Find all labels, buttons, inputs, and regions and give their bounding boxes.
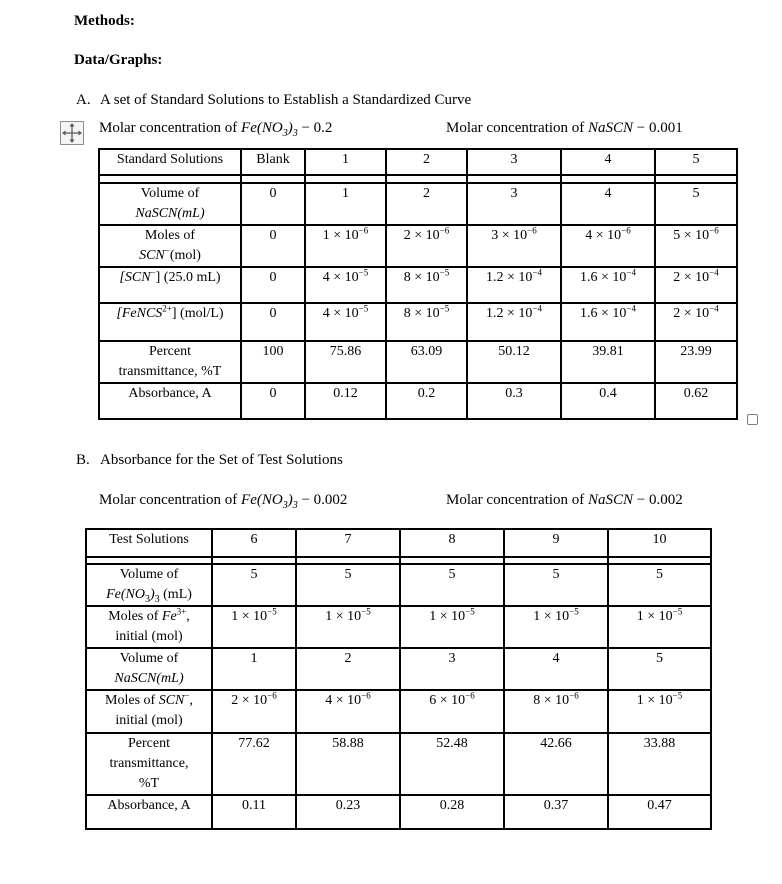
table-row: [99, 267, 737, 303]
table-cell: 23.99: [655, 341, 737, 383]
table-cell: 77.62: [212, 733, 296, 795]
row-label: Absorbance, A: [86, 795, 212, 829]
section-a-scn-concentration: Molar concentration of NaSCN − 0.001: [446, 120, 683, 136]
data-graphs-heading: Data/Graphs:: [74, 52, 163, 68]
table-cell: 0: [241, 383, 305, 419]
header-cell: 8: [400, 529, 504, 557]
table-cell: $1 \times 10^{-6}$: [305, 225, 386, 267]
table-cell: $6 \times 10^{-6}$: [400, 690, 504, 733]
table-cell: $1 \times 10^{-5}$: [504, 606, 608, 648]
table-cell: 39.81: [561, 341, 655, 383]
header-cell: 3: [467, 149, 561, 175]
header-cell: Blank: [241, 149, 305, 175]
table-cell: 0.23: [296, 795, 400, 829]
section-a-marker: A.: [76, 92, 91, 108]
section-b-marker: B.: [76, 452, 90, 468]
row-label: Volume of NaSCN(mL): [86, 648, 212, 690]
table-cell: 5: [655, 183, 737, 225]
section-b-fe-concentration: Molar concentration of $Fe(NO_3)_3 - 0.002$: [99, 492, 348, 511]
table-cell: $1 \times 10^{-5}$: [212, 606, 296, 648]
row-label: Moles of SCN−, initial (mol): [86, 690, 212, 733]
row-label: Volume of NaSCN(mL): [99, 183, 241, 225]
table-cell: 4: [561, 183, 655, 225]
table-cell: 5: [212, 564, 296, 606]
checkbox[interactable]: [747, 414, 758, 425]
row-label: [SCN−] (25.0 mL): [99, 267, 241, 303]
table-cell: 5: [504, 564, 608, 606]
table-cell: $3 \times 10^{-6}$: [467, 225, 561, 267]
header-cell: 9: [504, 529, 608, 557]
header-cell: 1: [305, 149, 386, 175]
row-label: [FeNCS$^{2+}$] (mol/L): [99, 303, 241, 341]
table-cell: 4: [504, 648, 608, 690]
table-cell: 52.48: [400, 733, 504, 795]
table-cell: 50.12: [467, 341, 561, 383]
table-cell: 42.66: [504, 733, 608, 795]
table-cell: $5 \times 10^{-6}$: [655, 225, 737, 267]
row-label: Percent transmittance, %T: [86, 733, 212, 795]
table-cell: $1.6 \times 10^{-4}$: [561, 267, 655, 303]
table-cell: 58.88: [296, 733, 400, 795]
table-cell: 3: [400, 648, 504, 690]
table-cell: 2: [296, 648, 400, 690]
table-cell: 5: [400, 564, 504, 606]
table-cell: 0.62: [655, 383, 737, 419]
table-row: [86, 690, 711, 733]
table-cell: 63.09: [386, 341, 467, 383]
table-cell: 33.88: [608, 733, 711, 795]
table-cell: 0.47: [608, 795, 711, 829]
table-cell: $1 \times 10^{-5}$: [608, 606, 711, 648]
table-cell: 0: [241, 267, 305, 303]
header-cell: 10: [608, 529, 711, 557]
table-move-handle[interactable]: [60, 121, 84, 145]
table-cell: $2 \times 10^{-6}$: [386, 225, 467, 267]
table-cell: 0.4: [561, 383, 655, 419]
move-arrows-icon: [61, 122, 83, 144]
table-cell: 0: [241, 183, 305, 225]
table-cell: 0.37: [504, 795, 608, 829]
header-cell: 7: [296, 529, 400, 557]
table-cell: 0.11: [212, 795, 296, 829]
row-label: Volume of $Fe(NO_3)_3$ (mL): [86, 564, 212, 606]
table-row: [86, 733, 711, 795]
table-cell: $1 \times 10^{-5}$: [608, 690, 711, 733]
table-cell: 5: [296, 564, 400, 606]
table-header-row: [86, 529, 711, 557]
table-cell: $1.2 \times 10^{-4}$: [467, 303, 561, 341]
table-cell: 0.3: [467, 383, 561, 419]
table-cell: 0.28: [400, 795, 504, 829]
table-row: [86, 564, 711, 606]
header-cell: 4: [561, 149, 655, 175]
table-cell: $4 \times 10^{-6}$: [561, 225, 655, 267]
section-a-fe-concentration: Molar concentration of $Fe(NO_3)_3 - 0.2$: [99, 120, 333, 139]
table-cell: $1 \times 10^{-5}$: [400, 606, 504, 648]
table-row: [86, 648, 711, 690]
table-cell: $8 \times 10^{-5}$: [386, 267, 467, 303]
table-cell: $2 \times 10^{-4}$: [655, 303, 737, 341]
table-row: [99, 341, 737, 383]
header-cell: 2: [386, 149, 467, 175]
table-cell: $4 \times 10^{-5}$: [305, 267, 386, 303]
table-cell: 0.2: [386, 383, 467, 419]
table-cell: $1.6 \times 10^{-4}$: [561, 303, 655, 341]
table-cell: $8 \times 10^{-6}$: [504, 690, 608, 733]
table-cell: 5: [608, 564, 711, 606]
table-row: [99, 303, 737, 341]
table-cell: 3: [467, 183, 561, 225]
table-cell: 5: [608, 648, 711, 690]
row-label: Percent transmittance, %T: [99, 341, 241, 383]
header-cell: Test Solutions: [86, 529, 212, 557]
section-b-title: Absorbance for the Set of Test Solutions: [100, 452, 343, 468]
table-cell: 2: [386, 183, 467, 225]
table-cell: 75.86: [305, 341, 386, 383]
table-cell: 1: [305, 183, 386, 225]
table-cell: 0: [241, 303, 305, 341]
table-cell: $8 \times 10^{-5}$: [386, 303, 467, 341]
table-cell: $2 \times 10^{-4}$: [655, 267, 737, 303]
row-label: Absorbance, A: [99, 383, 241, 419]
section-a-title: A set of Standard Solutions to Establish a Standardized Curve: [100, 92, 472, 108]
row-label: Moles of $Fe^{3+}$, initial (mol): [86, 606, 212, 648]
table-row: [86, 795, 711, 829]
standard-solutions-table: [98, 148, 738, 420]
table-row: [99, 225, 737, 267]
table-cell: $1.2 \times 10^{-4}$: [467, 267, 561, 303]
table-cell: 0: [241, 225, 305, 267]
header-cell: Standard Solutions: [99, 149, 241, 175]
table-cell: 0.12: [305, 383, 386, 419]
row-label: Moles of SCN−(mol): [99, 225, 241, 267]
methods-heading: Methods:: [74, 13, 135, 29]
table-row: [99, 383, 737, 419]
table-cell: $4 \times 10^{-5}$: [305, 303, 386, 341]
table-cell: $1 \times 10^{-5}$: [296, 606, 400, 648]
table-row: [99, 183, 737, 225]
header-cell: 5: [655, 149, 737, 175]
table-row: [86, 606, 711, 648]
section-b-scn-concentration: Molar concentration of NaSCN − 0.002: [446, 492, 683, 508]
table-cell: 100: [241, 341, 305, 383]
table-cell: $4 \times 10^{-6}$: [296, 690, 400, 733]
table-cell: 1: [212, 648, 296, 690]
table-cell: $2 \times 10^{-6}$: [212, 690, 296, 733]
test-solutions-table: [85, 528, 712, 830]
table-header-row: [99, 149, 737, 175]
header-cell: 6: [212, 529, 296, 557]
